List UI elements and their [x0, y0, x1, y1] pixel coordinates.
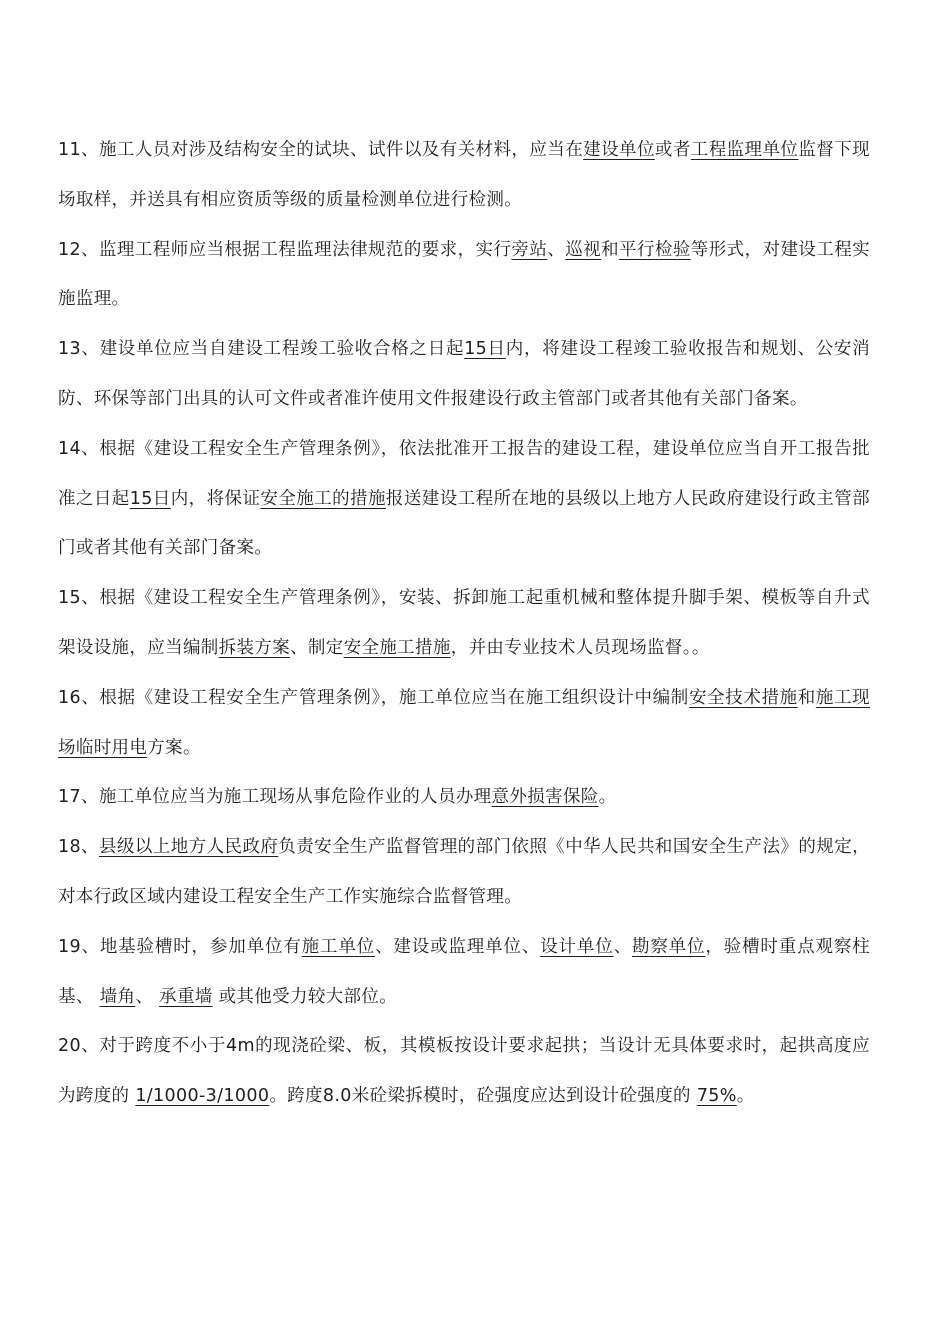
- underlined-answer: 安全技术措施: [688, 687, 798, 708]
- item-text: 监督下现场取样，并送具有相应资质等级的质量检测单位进行检测。: [58, 140, 871, 210]
- underlined-answer: 设计单位: [540, 936, 614, 957]
- item-19: [58, 923, 870, 1023]
- item-15: [58, 574, 870, 674]
- underlined-answer: 施工单位: [301, 936, 376, 957]
- item-text: 18、: [58, 837, 99, 858]
- item-text: 。跨度8.0米砼梁拆模时，砼强度应达到设计砼强度的: [269, 1086, 697, 1107]
- underlined-answer: 工程监理单位: [690, 140, 799, 160]
- underlined-answer: 75%: [696, 1086, 737, 1107]
- item-16: [58, 674, 870, 774]
- item-text: 或者: [654, 140, 691, 160]
- item-text: 和: [601, 239, 620, 260]
- underlined-answer: 安全施工的措施: [260, 488, 386, 509]
- item-text: 12、监理工程师应当根据工程监理法律规范的要求，实行: [58, 239, 512, 260]
- item-text: 19、地基验槽时，参加单位有: [58, 936, 302, 957]
- item-text: 报送建设工程所在地的县级以上地方人民政府建设行政主管部门或者其他有关部门备案。: [58, 488, 871, 559]
- item-text: 。: [598, 787, 617, 808]
- underlined-answer: 勘察单位: [631, 936, 706, 957]
- item-text: 。: [736, 1086, 755, 1107]
- item-text: 负责安全生产监督管理的部门依照《中华人民共和国安全生产法》的规定，对本行政区域内建设工程安全生产工作实施综合监督管理。: [58, 837, 870, 907]
- item-text: 20、对于跨度不小于4m的现浇砼梁、板，其模板按设计要求起拱；当设计无具体要求时，起拱高度应为跨度的: [58, 1036, 870, 1107]
- underlined-answer: 墙角: [99, 986, 136, 1007]
- underlined-answer: 意外损害保险: [491, 787, 599, 808]
- underlined-answer: 承重墙: [159, 986, 213, 1007]
- underlined-answer: 15日: [464, 339, 506, 360]
- item-text: 和: [797, 687, 816, 708]
- item-text: 15、根据《建设工程安全生产管理条例》，安装、拆卸施工起重机械和整体提升脚手架、模板等自升式架设设施，应当编制: [58, 588, 870, 658]
- item-text: 、: [547, 239, 566, 260]
- item-13: [58, 325, 870, 425]
- underlined-answer: 旁站: [511, 239, 548, 260]
- underlined-answer: 建设单位: [583, 140, 655, 160]
- item-17: [58, 773, 870, 823]
- item-text: ，验槽时重点观察柱基、: [58, 936, 871, 1007]
- item-text: 、: [135, 986, 160, 1007]
- underlined-answer: 1/1000-3/1000: [135, 1086, 270, 1107]
- item-20: [58, 1022, 870, 1122]
- item-14: [58, 425, 870, 574]
- underlined-answer: 15日: [129, 488, 171, 509]
- item-text: 11、施工人员对涉及结构安全的试块、试件以及有关材料，应当在: [58, 140, 584, 160]
- item-text: 17、施工单位应当为施工现场从事危险作业的人员办理: [58, 787, 492, 808]
- item-text: 等形式，对建设工程实施监理。: [58, 239, 871, 310]
- item-text: 13、建设单位应当自建设工程竣工验收合格之日起: [58, 339, 465, 360]
- item-text: 方案。: [147, 737, 201, 758]
- item-text: 、: [613, 936, 632, 957]
- underlined-answer: 县级以上地方人民政府: [98, 837, 279, 858]
- item-12: [58, 226, 870, 326]
- item-11: [58, 126, 870, 226]
- item-text: 内，将保证: [170, 488, 261, 509]
- item-18: [58, 823, 870, 923]
- underlined-answer: 施工现场临时用电: [58, 687, 870, 758]
- underlined-answer: 安全施工措施: [343, 637, 451, 658]
- item-text: 内，将建设工程竣工验收报告和规划、公安消防、环保等部门出具的认可文件或者准许使用文件报建设行政主管部门或者其他有关部门备案。: [58, 339, 870, 409]
- item-text: 或其他受力较大部位。: [212, 986, 398, 1007]
- item-text: ，并由专业技术人员现场监督。。: [450, 637, 710, 658]
- item-text: 、建设或监理单位、: [375, 936, 541, 957]
- item-text: 、制定: [290, 637, 344, 658]
- underlined-answer: 拆装方案: [218, 637, 291, 658]
- item-text: 16、根据《建设工程安全生产管理条例》，施工单位应当在施工组织设计中编制: [58, 687, 689, 708]
- document-body: [58, 126, 870, 1122]
- item-text: 14、根据《建设工程安全生产管理条例》，依法批准开工报告的建设工程，建设单位应当自开工报告批准之日起: [58, 438, 870, 509]
- underlined-answer: 巡视: [565, 239, 602, 260]
- underlined-answer: 平行检验: [619, 239, 691, 260]
